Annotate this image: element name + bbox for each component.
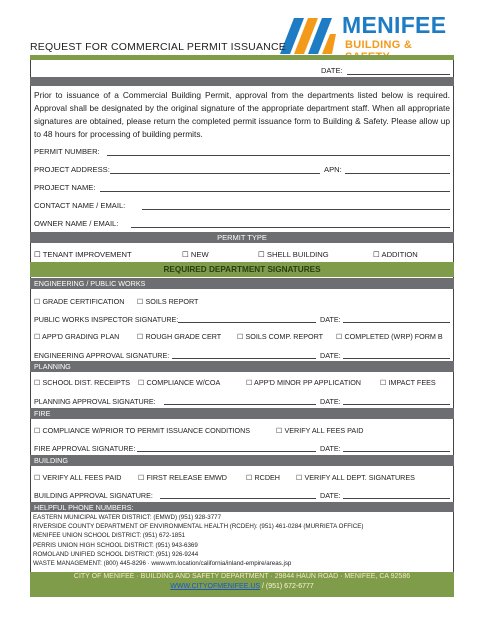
permit-number-field[interactable] [107,155,450,156]
building-approval-signature-field[interactable] [160,498,316,499]
date-field[interactable] [347,74,450,75]
public-works-inspector-signature-label: PUBLIC WORKS INSPECTOR SIGNATURE: [34,315,179,324]
grade-certification-checkbox[interactable]: ☐ GRADE CERTIFICATION [34,297,125,306]
project-address-label: PROJECT ADDRESS: [34,165,110,174]
project-address-field[interactable] [110,173,320,174]
building-approval-date-label: DATE: [320,491,341,500]
fire-approval-date-field[interactable] [343,451,450,452]
building-verify-all-fees-paid-checkbox[interactable]: ☐ VERIFY ALL FEES PAID [34,473,122,482]
engineering-approval-date-label: DATE: [320,351,341,360]
phone-line-perris-union: PERRIS UNION HIGH SCHOOL DISTRICT: (951) 943-6369 [33,541,198,549]
compliance-wcoa-checkbox[interactable]: ☐ COMPLIANCE W/COA [138,378,221,387]
verify-all-dept-signatures-checkbox[interactable]: ☐ VERIFY ALL DEPT. SIGNATURES [296,473,415,482]
permit-type-tenant-improvement-checkbox[interactable]: ☐ TENANT IMPROVEMENT [34,250,132,259]
phone-line-emwd: EASTERN MUNICIPAL WATER DISTRICT: (EMWD) (951) 928-3777 [33,514,222,521]
planning-title: PLANNING [34,362,71,371]
building-approval-signature-label: BUILDING APPROVAL SIGNATURE: [34,491,153,500]
public-works-inspector-signature-field[interactable] [178,322,316,323]
fire-approval-signature-label: FIRE APPROVAL SIGNATURE: [34,444,136,453]
footer [30,572,454,597]
footer-phone: / (951) 672-6777 [260,583,314,590]
planning-approval-signature-field[interactable] [164,404,316,405]
menifee-logo [280,12,460,54]
owner-field[interactable] [131,227,450,228]
impact-fees-checkbox[interactable]: ☐ IMPACT FEES [380,378,436,387]
project-name-label: PROJECT NAME: [34,183,96,192]
page-title: REQUEST FOR COMMERCIAL PERMIT ISSUANCE [30,41,286,53]
contact-field[interactable] [142,209,450,210]
engineering-title: ENGINEERING / PUBLIC WORKS [34,279,146,288]
permit-number-label: PERMIT NUMBER: [34,147,100,156]
engineering-section-header [30,278,454,289]
phone-line-rcdeh: RIVERSIDE COUNTY DEPARTMENT OF ENVIRONMENTAL HEALTH (RCDEH): (951) 461-0284 (MURRIETA OFFICE) [33,523,364,531]
permit-type-shell-building-checkbox[interactable]: ☐ SHELL BUILDING [258,250,329,259]
intro-paragraph: Prior to issuance of a Commercial Building Permit, approval from the departments listed below is required. Approval shall be designated by the original signature of the appropriate department staff. When all appropriate signatures are obtained, please return the completed permit issuance form to Building & Safety. Please allow up to 48 hours for processing of building permits. [34,90,450,139]
planning-section-header [30,361,454,372]
permit-type-header: PERMIT TYPE [30,232,454,243]
planning-approval-signature-label: PLANNING APPROVAL SIGNATURE: [34,397,156,406]
menifee-m-logo-icon [280,12,342,54]
phone-line-waste-management: WASTE MANAGEMENT: (800) 445-8296 · www.wm.location/california/inland-empire/areas.jsp [33,560,292,568]
logo-name: MENIFEE [342,12,447,38]
phone-numbers-list [33,513,363,568]
soils-report-checkbox[interactable]: ☐ SOILS REPORT [137,297,199,306]
contact-label: CONTACT NAME / EMAIL: [34,201,126,210]
footer-address: CITY OF MENIFEE · BUILDING AND SAFETY DEPARTMENT · 29844 HAUN ROAD · MENIFEE, CA 92586 [73,573,411,580]
planning-approval-date-label: DATE: [320,397,341,406]
owner-label: OWNER NAME / EMAIL: [34,219,119,228]
fire-verify-all-fees-paid-checkbox[interactable]: ☐ VERIFY ALL FEES PAID [276,426,364,435]
fire-section-header [30,408,454,419]
fire-title: FIRE [34,409,51,418]
building-approval-date-field[interactable] [343,498,450,499]
engineering-approval-signature-field[interactable] [172,358,316,359]
apn-label: APN: [324,165,342,174]
date-label: DATE: [321,66,343,75]
planning-approval-date-field[interactable] [343,404,450,405]
fire-approval-signature-field[interactable] [137,451,316,452]
city-website-link[interactable]: WWW.CITYOFMENIFEE.US [170,583,261,590]
footer-contact [30,583,454,590]
phone-numbers-header [30,502,454,512]
rough-grade-cert-checkbox[interactable]: ☐ ROUGH GRADE CERT [137,332,222,341]
engineering-inspector-date-label: DATE: [320,315,341,324]
school-dist-receipts-checkbox[interactable]: ☐ SCHOOL DIST. RECEIPTS [34,378,131,387]
logo-subtitle: BUILDING & [345,39,413,51]
first-release-emwd-checkbox[interactable]: ☐ FIRST RELEASE EMWD [138,473,227,482]
header-separator-bar [30,77,454,86]
project-name-field[interactable] [100,191,450,192]
engineering-inspector-date-field[interactable] [343,322,450,323]
phone-line-romoland: ROMOLAND UNIFIED SCHOOL DISTRICT: (951) 926-9244 [33,550,199,558]
appd-minor-pp-application-checkbox[interactable]: ☐ APP'D MINOR PP APPLICATION [246,378,361,387]
completed-wrp-form-b-checkbox[interactable]: ☐ COMPLETED (WRP) FORM B [336,332,443,341]
engineering-approval-signature-label: ENGINEERING APPROVAL SIGNATURE: [34,351,170,360]
permit-type-new-checkbox[interactable]: ☐ NEW [182,250,209,259]
soils-comp-report-checkbox[interactable]: ☐ SOILS COMP. REPORT [237,332,324,341]
phone-line-menifee-union: MENIFEE UNION SCHOOL DISTRICT: (951) 672-1851 [33,532,186,540]
compliance-prior-to-permit-checkbox[interactable]: ☐ COMPLIANCE W/PRIOR TO PERMIT ISSUANCE CONDITIONS [34,426,251,435]
phone-numbers-title: HELPFUL PHONE NUMBERS: [34,503,134,512]
apn-field[interactable] [345,173,450,174]
building-title: BUILDING [34,456,68,465]
fire-approval-date-label: DATE: [320,444,341,453]
building-section-header [30,455,454,466]
permit-type-addition-checkbox[interactable]: ☐ ADDITION [373,250,418,259]
engineering-approval-date-field[interactable] [343,358,450,359]
appd-grading-plan-checkbox[interactable]: ☐ APP'D GRADING PLAN [34,332,120,341]
required-signatures-header: REQUIRED DEPARTMENT SIGNATURES [30,262,454,277]
rcdeh-checkbox[interactable]: ☐ RCDEH [246,473,280,482]
